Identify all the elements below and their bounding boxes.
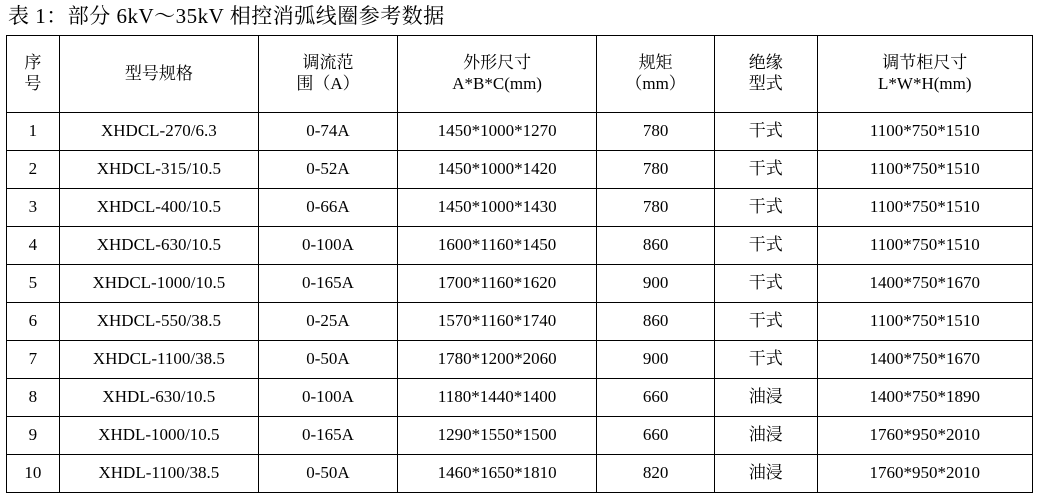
cell-index: 4 — [7, 227, 60, 265]
cell-index: 1 — [7, 113, 60, 151]
cell-cabinet: 1100*750*1510 — [817, 227, 1032, 265]
column-header-current-range-line-2: 围（A） — [296, 74, 360, 93]
cell-model: XHDCL-1100/38.5 — [59, 341, 258, 379]
column-header-dimensions — [398, 36, 597, 113]
table-caption: 表 1：部分 6kV～35kV 相控消弧线圈参考数据 — [8, 4, 445, 28]
cell-dimensions: 1180*1440*1400 — [398, 379, 597, 417]
cell-current-range: 0-100A — [258, 227, 397, 265]
cell-model: XHDCL-400/10.5 — [59, 189, 258, 227]
cell-current-range: 0-66A — [258, 189, 397, 227]
column-header-index-line-2: 号 — [24, 74, 42, 93]
cell-model: XHDL-1000/10.5 — [59, 417, 258, 455]
table-row — [7, 455, 1033, 493]
cell-current-range: 0-50A — [258, 455, 397, 493]
cell-dimensions: 1700*1160*1620 — [398, 265, 597, 303]
cell-gauge: 780 — [597, 113, 715, 151]
cell-dimensions: 1450*1000*1270 — [398, 113, 597, 151]
cell-model: XHDCL-550/38.5 — [59, 303, 258, 341]
table-row — [7, 341, 1033, 379]
table-row — [7, 379, 1033, 417]
table-row — [7, 151, 1033, 189]
cell-insulation: 干式 — [714, 189, 817, 227]
cell-gauge: 860 — [597, 227, 715, 265]
table-row — [7, 265, 1033, 303]
cell-cabinet: 1400*750*1890 — [817, 379, 1032, 417]
column-header-index-line-1: 序 — [24, 53, 42, 73]
cell-gauge: 660 — [597, 379, 715, 417]
column-header-current-range — [258, 36, 397, 113]
cell-dimensions: 1570*1160*1740 — [398, 303, 597, 341]
cell-gauge: 780 — [597, 151, 715, 189]
table-row — [7, 189, 1033, 227]
cell-dimensions: 1450*1000*1420 — [398, 151, 597, 189]
column-header-dimensions-line-1: 外形尺寸 — [463, 53, 532, 73]
cell-index: 6 — [7, 303, 60, 341]
cell-cabinet: 1400*750*1670 — [817, 265, 1032, 303]
table-row — [7, 227, 1033, 265]
table-header-row — [7, 36, 1033, 113]
cell-gauge: 780 — [597, 189, 715, 227]
cell-dimensions: 1780*1200*2060 — [398, 341, 597, 379]
cell-insulation: 油浸 — [714, 379, 817, 417]
cell-model: XHDL-1100/38.5 — [59, 455, 258, 493]
cell-gauge: 900 — [597, 341, 715, 379]
cell-current-range: 0-25A — [258, 303, 397, 341]
spec-table — [6, 35, 1033, 493]
cell-current-range: 0-100A — [258, 379, 397, 417]
cell-index: 7 — [7, 341, 60, 379]
cell-cabinet: 1100*750*1510 — [817, 189, 1032, 227]
cell-cabinet: 1100*750*1510 — [817, 113, 1032, 151]
table-row — [7, 113, 1033, 151]
cell-insulation: 干式 — [714, 151, 817, 189]
cell-index: 8 — [7, 379, 60, 417]
cell-model: XHDCL-270/6.3 — [59, 113, 258, 151]
column-header-insulation-line-2: 型式 — [748, 74, 783, 93]
cell-cabinet: 1400*750*1670 — [817, 341, 1032, 379]
column-header-cabinet-line-2: L*W*H(mm) — [878, 74, 972, 93]
table-row — [7, 417, 1033, 455]
cell-current-range: 0-52A — [258, 151, 397, 189]
cell-insulation: 干式 — [714, 113, 817, 151]
table-body — [7, 113, 1033, 493]
cell-dimensions: 1450*1000*1430 — [398, 189, 597, 227]
cell-index: 10 — [7, 455, 60, 493]
cell-model: XHDL-630/10.5 — [59, 379, 258, 417]
column-header-insulation-line-1: 绝缘 — [748, 53, 783, 73]
column-header-current-range-line-1: 调流范 — [302, 53, 354, 73]
cell-model: XHDCL-1000/10.5 — [59, 265, 258, 303]
column-header-insulation — [714, 36, 817, 113]
cell-cabinet: 1760*950*2010 — [817, 417, 1032, 455]
cell-index: 5 — [7, 265, 60, 303]
cell-current-range: 0-165A — [258, 417, 397, 455]
cell-insulation: 干式 — [714, 303, 817, 341]
cell-cabinet: 1760*950*2010 — [817, 455, 1032, 493]
cell-current-range: 0-165A — [258, 265, 397, 303]
cell-gauge: 820 — [597, 455, 715, 493]
table-row — [7, 303, 1033, 341]
cell-gauge: 900 — [597, 265, 715, 303]
column-header-gauge-line-1: 规矩 — [638, 53, 673, 73]
column-header-model-line-1: 型号规格 — [124, 63, 193, 83]
column-header-dimensions-line-2: A*B*C(mm) — [452, 74, 542, 93]
cell-dimensions: 1290*1550*1500 — [398, 417, 597, 455]
column-header-cabinet — [817, 36, 1032, 113]
cell-gauge: 660 — [597, 417, 715, 455]
cell-insulation: 油浸 — [714, 417, 817, 455]
cell-current-range: 0-50A — [258, 341, 397, 379]
cell-insulation: 干式 — [714, 341, 817, 379]
cell-insulation: 油浸 — [714, 455, 817, 493]
cell-current-range: 0-74A — [258, 113, 397, 151]
column-header-index — [7, 36, 60, 113]
column-header-model — [59, 36, 258, 113]
cell-index: 3 — [7, 189, 60, 227]
cell-dimensions: 1460*1650*1810 — [398, 455, 597, 493]
cell-index: 2 — [7, 151, 60, 189]
cell-dimensions: 1600*1160*1450 — [398, 227, 597, 265]
column-header-gauge — [597, 36, 715, 113]
column-header-gauge-line-2: （mm） — [625, 74, 686, 93]
cell-gauge: 860 — [597, 303, 715, 341]
cell-cabinet: 1100*750*1510 — [817, 151, 1032, 189]
column-header-cabinet-line-1: 调节柜尺寸 — [882, 53, 968, 73]
cell-insulation: 干式 — [714, 227, 817, 265]
table-header — [7, 36, 1033, 113]
cell-insulation: 干式 — [714, 265, 817, 303]
cell-model: XHDCL-315/10.5 — [59, 151, 258, 189]
cell-cabinet: 1100*750*1510 — [817, 303, 1032, 341]
cell-index: 9 — [7, 417, 60, 455]
cell-model: XHDCL-630/10.5 — [59, 227, 258, 265]
